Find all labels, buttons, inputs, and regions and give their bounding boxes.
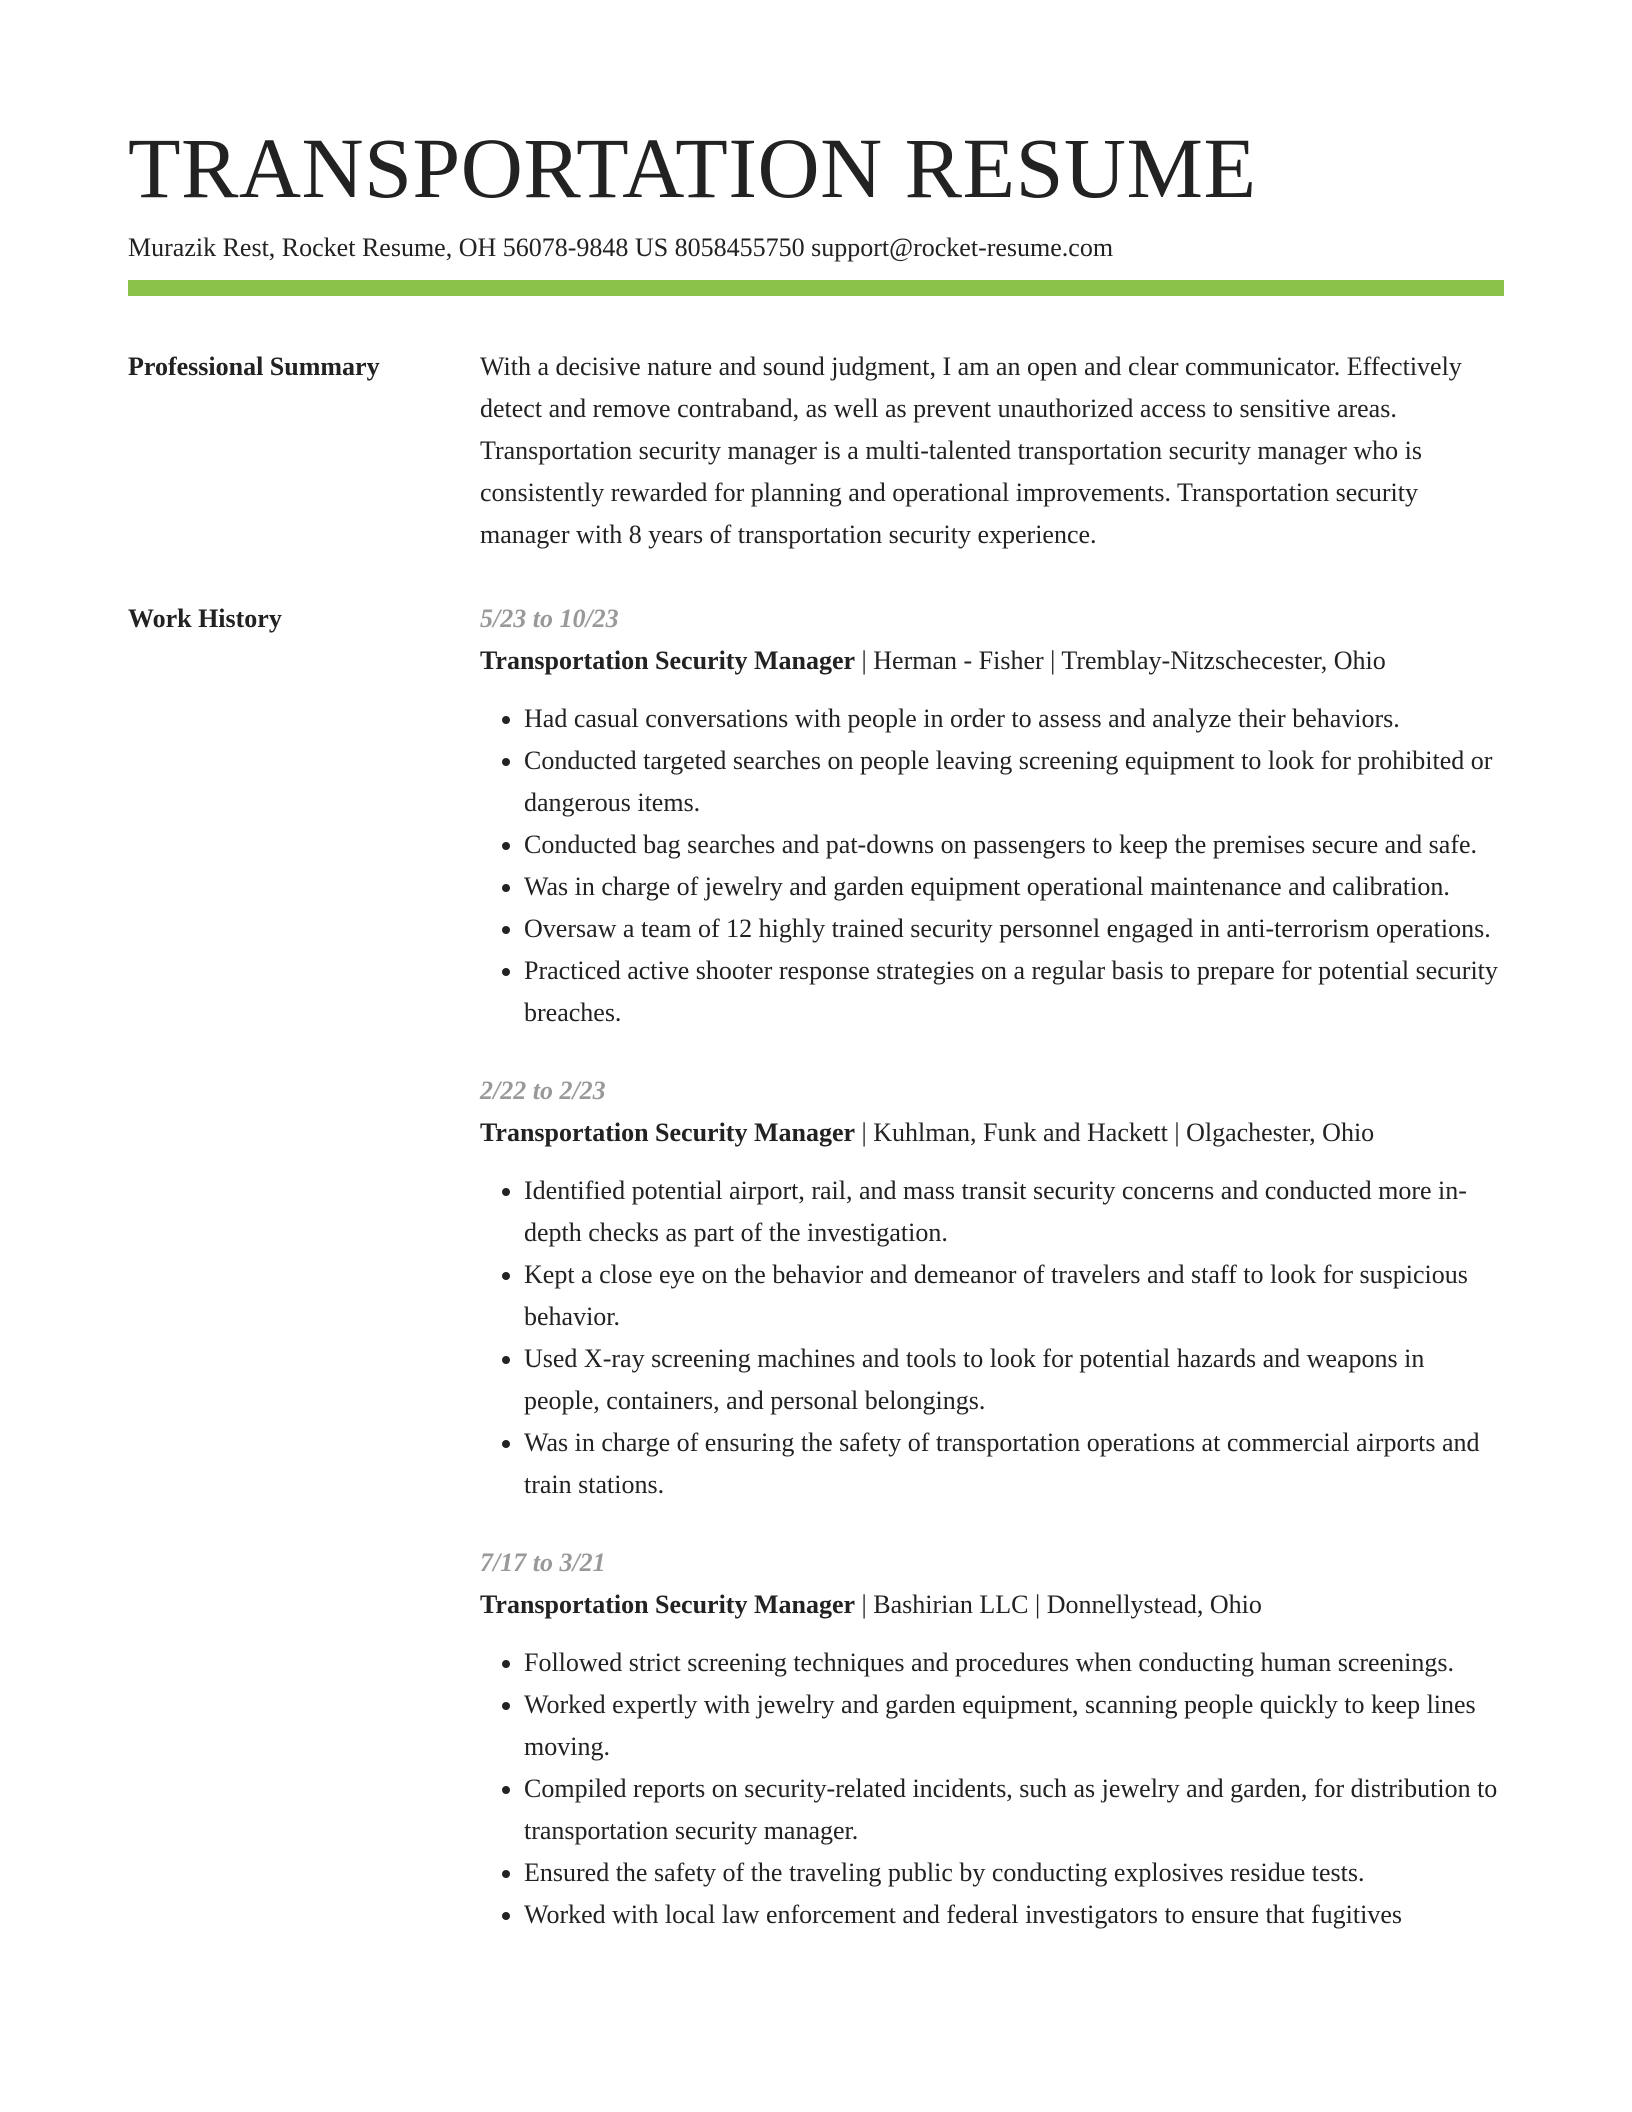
job-bullet: • Worked expertly with jewelry and garden equipment, scanning people quickly to keep lines moving. bbox=[524, 1684, 1504, 1768]
job-bullets bbox=[480, 698, 1504, 1034]
job-entry bbox=[480, 1070, 1504, 1506]
job-bullet: • Ensured the safety of the traveling public by conducting explosives residue tests. bbox=[524, 1852, 1504, 1894]
work-history-list bbox=[480, 598, 1504, 1972]
job-bullet: • Used X-ray screening machines and tools to look for potential hazards and weapons in people, containers, and personal belongings. bbox=[524, 1338, 1504, 1422]
job-bullet: • Was in charge of jewelry and garden equipment operational maintenance and calibration. bbox=[524, 866, 1504, 908]
job-company-location: | Bashirian LLC | Donnellystead, Ohio bbox=[855, 1590, 1262, 1619]
job-company-location: | Kuhlman, Funk and Hackett | Olgachester, Ohio bbox=[855, 1118, 1375, 1147]
job-entry bbox=[480, 1542, 1504, 1936]
job-bullet: • Compiled reports on security-related incidents, such as jewelry and garden, for distribution to transportation security manager. bbox=[524, 1768, 1504, 1852]
job-bullet: • Identified potential airport, rail, and mass transit security concerns and conducted more in-depth checks as part of the investigation. bbox=[524, 1170, 1504, 1254]
resume-title: TRANSPORTATION RESUME bbox=[128, 120, 1257, 216]
job-dates: 5/23 to 10/23 bbox=[480, 604, 619, 633]
job-bullet: • Conducted targeted searches on people leaving screening equipment to look for prohibited or dangerous items. bbox=[524, 740, 1504, 824]
job-bullet: • Followed strict screening techniques and procedures when conducting human screenings. bbox=[524, 1642, 1504, 1684]
job-bullet: • Conducted bag searches and pat-downs on passengers to keep the premises secure and safe. bbox=[524, 824, 1504, 866]
job-bullet: • Oversaw a team of 12 highly trained security personnel engaged in anti-terrorism operations. bbox=[524, 908, 1504, 950]
professional-summary-section bbox=[128, 346, 1504, 556]
job-title-line bbox=[480, 1112, 1504, 1154]
job-title-line bbox=[480, 640, 1504, 682]
job-dates: 2/22 to 2/23 bbox=[480, 1076, 606, 1105]
job-title: Transportation Security Manager bbox=[480, 1118, 856, 1147]
section-label-work-history: Work History bbox=[128, 604, 282, 633]
resume-page bbox=[128, 118, 1504, 1972]
job-title: Transportation Security Manager bbox=[480, 646, 856, 675]
job-dates: 7/17 to 3/21 bbox=[480, 1548, 606, 1577]
section-label-summary: Professional Summary bbox=[128, 352, 380, 381]
job-bullet: • Had casual conversations with people in order to assess and analyze their behaviors. bbox=[524, 698, 1504, 740]
contact-line: Murazik Rest, Rocket Resume, OH 56078-9848 US 8058455750 support@rocket-resume.com bbox=[128, 233, 1114, 262]
job-bullet: • Kept a close eye on the behavior and demeanor of travelers and staff to look for suspicious behavior. bbox=[524, 1254, 1504, 1338]
job-title: Transportation Security Manager bbox=[480, 1590, 856, 1619]
job-bullet: • Practiced active shooter response strategies on a regular basis to prepare for potential security breaches. bbox=[524, 950, 1504, 1034]
job-title-line bbox=[480, 1584, 1504, 1626]
job-company-location: | Herman - Fisher | Tremblay-Nitzschecester, Ohio bbox=[855, 646, 1386, 675]
header-divider bbox=[128, 280, 1504, 296]
summary-text: With a decisive nature and sound judgment, I am an open and clear communicator. Effectively detect and remove contraband, as well as prevent unauthorized access to sensitive areas. Transportation security manager is a multi-talented transportation security manager who is consistently rewarded for planning and operational improvements. Transportation security manager with 8 years of transportation security experience. bbox=[480, 352, 1462, 549]
job-bullets bbox=[480, 1642, 1504, 1936]
work-history-section bbox=[128, 598, 1504, 1972]
job-entry bbox=[480, 598, 1504, 1034]
job-bullet: • Worked with local law enforcement and federal investigators to ensure that fugitives bbox=[524, 1894, 1504, 1936]
job-bullet: • Was in charge of ensuring the safety of transportation operations at commercial airports and train stations. bbox=[524, 1422, 1504, 1506]
job-bullets bbox=[480, 1170, 1504, 1506]
